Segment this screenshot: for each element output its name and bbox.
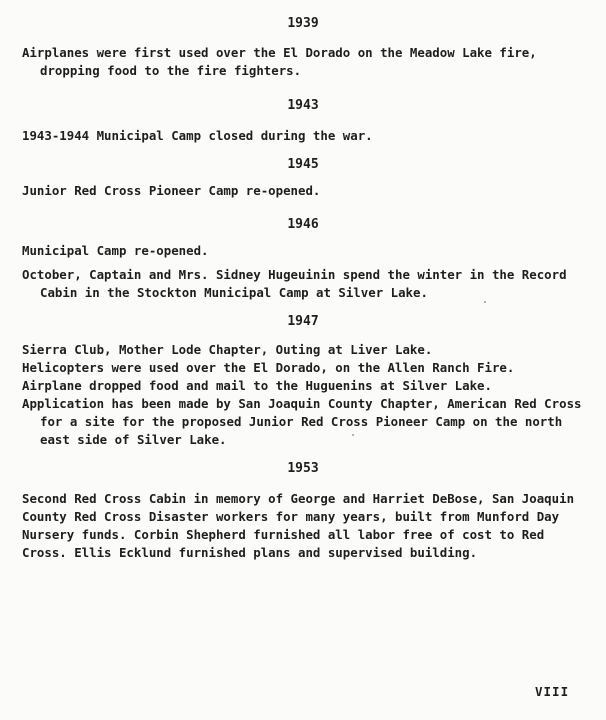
entry-line: east side of Silver Lake. <box>40 432 227 447</box>
page-number: VIII <box>535 684 570 699</box>
entry-line: Airplane dropped food and mail to the Huguenins at Silver Lake. <box>22 378 492 393</box>
year-heading-1939: 1939 <box>287 16 319 31</box>
entry-line: Junior Red Cross Pioneer Camp re-opened. <box>22 183 321 198</box>
entry-line: Helicopters were used over the El Dorado, on the Allen Ranch Fire. <box>22 360 515 375</box>
entry-1946-hugeuinin <box>22 266 588 302</box>
entry-line: Airplanes were first used over the El Dorado on the Meadow Lake fire, <box>22 45 537 60</box>
entry-line: Nursery funds. Corbin Shepherd furnished all labor free of cost to Red <box>22 527 545 542</box>
entry-line: County Red Cross Disaster workers for many years, built from Munford Day <box>22 509 560 524</box>
entry-line: Sierra Club, Mother Lode Chapter, Outing at Liver Lake. <box>22 342 433 357</box>
year-heading-1947: 1947 <box>287 314 319 329</box>
entry-line: dropping food to the fire fighters. <box>40 63 302 78</box>
year-heading-1943: 1943 <box>287 98 319 113</box>
entry-1946-municipal-camp <box>22 242 588 260</box>
entry-1945-pioneer-camp <box>22 182 588 200</box>
year-heading-1953: 1953 <box>287 461 319 476</box>
entry-line: Cross. Ellis Ecklund furnished plans and supervised building. <box>22 545 478 560</box>
entry-line: Second Red Cross Cabin in memory of George and Harriet DeBose, San Joaquin <box>22 491 575 506</box>
scan-speck <box>352 434 354 436</box>
year-heading-1946: 1946 <box>287 217 319 232</box>
entry-line: 1943-1944 Municipal Camp closed during the war. <box>22 128 373 143</box>
entry-1947-application <box>22 395 588 449</box>
entry-line: for a site for the proposed Junior Red Cross Pioneer Camp on the north <box>40 414 563 429</box>
entry-line: October, Captain and Mrs. Sidney Hugeuinin spend the winter in the Record <box>22 267 567 282</box>
scan-speck <box>484 301 486 303</box>
entry-1939-airplanes <box>22 44 588 80</box>
entry-line: Cabin in the Stockton Municipal Camp at Silver Lake. <box>40 285 428 300</box>
entry-line: Application has been made by San Joaquin County Chapter, American Red Cross <box>22 396 582 411</box>
entry-1947-helicopters <box>22 359 588 377</box>
year-heading-1945: 1945 <box>287 157 319 172</box>
entry-line: Municipal Camp re-opened. <box>22 243 209 258</box>
entry-1943-municipal-camp <box>22 127 588 145</box>
entry-1947-sierra-club <box>22 341 588 359</box>
entry-1947-airplane-food <box>22 377 588 395</box>
entry-1953-red-cross-cabin <box>22 490 588 562</box>
